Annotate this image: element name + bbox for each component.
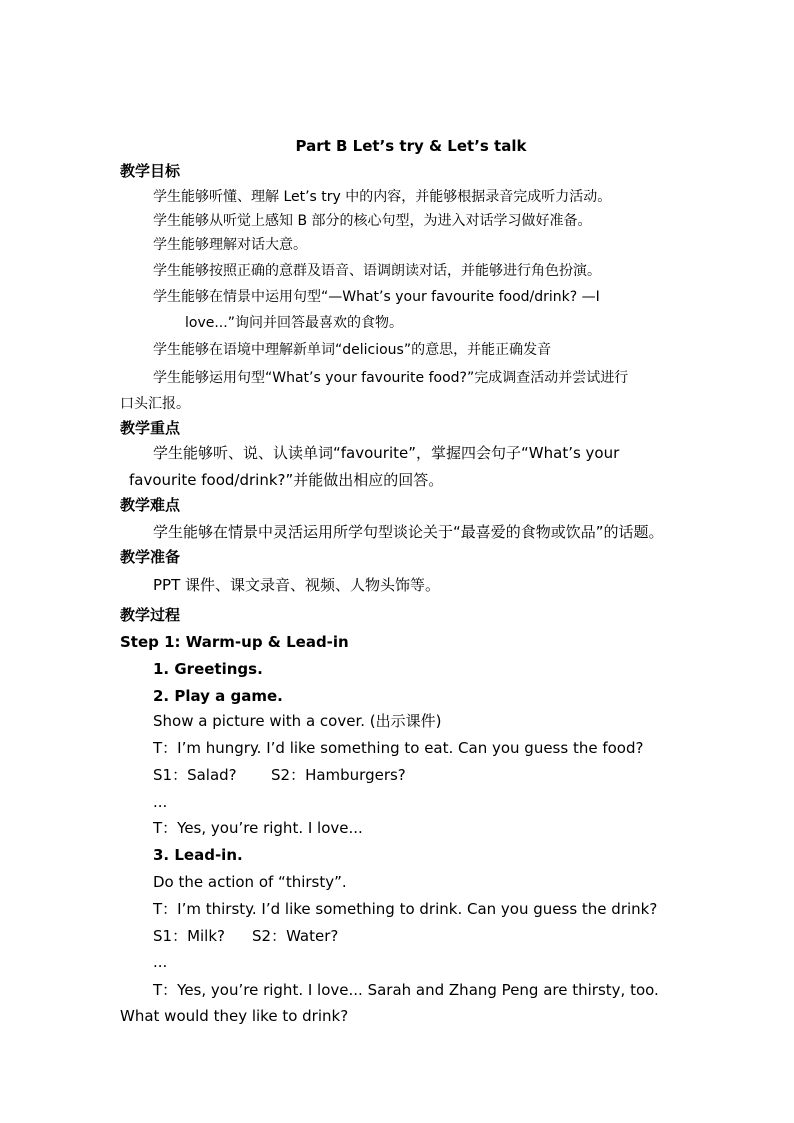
key-points-text: favourite food/drink?”并能做出相应的回答。: [129, 471, 444, 489]
ellipsis-line: ...: [153, 953, 168, 971]
lead-in-item: 3. Lead-in.: [153, 846, 243, 864]
objective-item: 口头汇报。: [120, 396, 190, 412]
objective-item: 学生能够理解对话大意。: [153, 237, 307, 253]
objective-item: 学生能够运用句型“What’s your favourite food?”完成调查活动并尝试进行: [153, 370, 629, 386]
teacher-line: T：I’m thirsty. I’d like something to drink. Can you guess the drink?: [153, 900, 658, 918]
student-line: S2：Hamburgers?: [271, 766, 406, 784]
objective-item: 学生能够按照正确的意群及语音、语调朗读对话，并能够进行角色扮演。: [153, 263, 601, 279]
objective-item: 学生能够从听觉上感知 B 部分的核心句型，为进入对话学习做好准备。: [153, 213, 592, 229]
teacher-line: T：Yes, you’re right. I love...: [153, 819, 363, 837]
heading-objectives: 教学目标: [120, 162, 181, 180]
greetings-item: 1. Greetings.: [153, 660, 263, 678]
document-title: Part B Let’s try & Let’s talk: [295, 137, 527, 155]
key-points-text: 学生能够听、说、认读单词“favourite”，掌握四会句子“What’s your: [153, 444, 620, 462]
difficulties-text: 学生能够在情景中灵活运用所学句型谈论关于“最喜爱的食物或饮品”的话题。: [153, 523, 664, 541]
heading-process: 教学过程: [120, 606, 181, 624]
play-game-item: 2. Play a game.: [153, 687, 283, 705]
objective-item: love...”询问并回答最喜欢的食物。: [185, 315, 403, 331]
objective-item: 学生能够在语境中理解新单词“delicious”的意思，并能正确发音: [153, 342, 552, 358]
show-picture-text: Show a picture with a cover. (出示课件): [153, 712, 442, 730]
objective-item: 学生能够在情景中运用句型“—What’s your favourite food/drink? —I: [153, 289, 600, 305]
teacher-line: T：I’m hungry. I’d like something to eat. Can you guess the food?: [153, 739, 644, 757]
step-1-heading: Step 1: Warm-up & Lead-in: [120, 633, 349, 651]
ellipsis-line: ...: [153, 793, 168, 811]
student-line: S1：Salad?: [153, 766, 237, 784]
thirsty-action-text: Do the action of “thirsty”.: [153, 873, 347, 891]
heading-difficulties: 教学难点: [120, 496, 181, 514]
teacher-line: T：Yes, you’re right. I love... Sarah and Zhang Peng are thirsty, too.: [153, 981, 659, 999]
heading-key-points: 教学重点: [120, 419, 181, 437]
preparation-text: PPT 课件、课文录音、视频、人物头饰等。: [153, 576, 441, 594]
heading-preparation: 教学准备: [120, 548, 181, 566]
student-line: S2：Water?: [252, 927, 339, 945]
question-line: What would they like to drink?: [120, 1007, 349, 1025]
student-line: S1：Milk?: [153, 927, 225, 945]
objective-item: 学生能够听懂、理解 Let’s try 中的内容，并能够根据录音完成听力活动。: [153, 189, 612, 205]
